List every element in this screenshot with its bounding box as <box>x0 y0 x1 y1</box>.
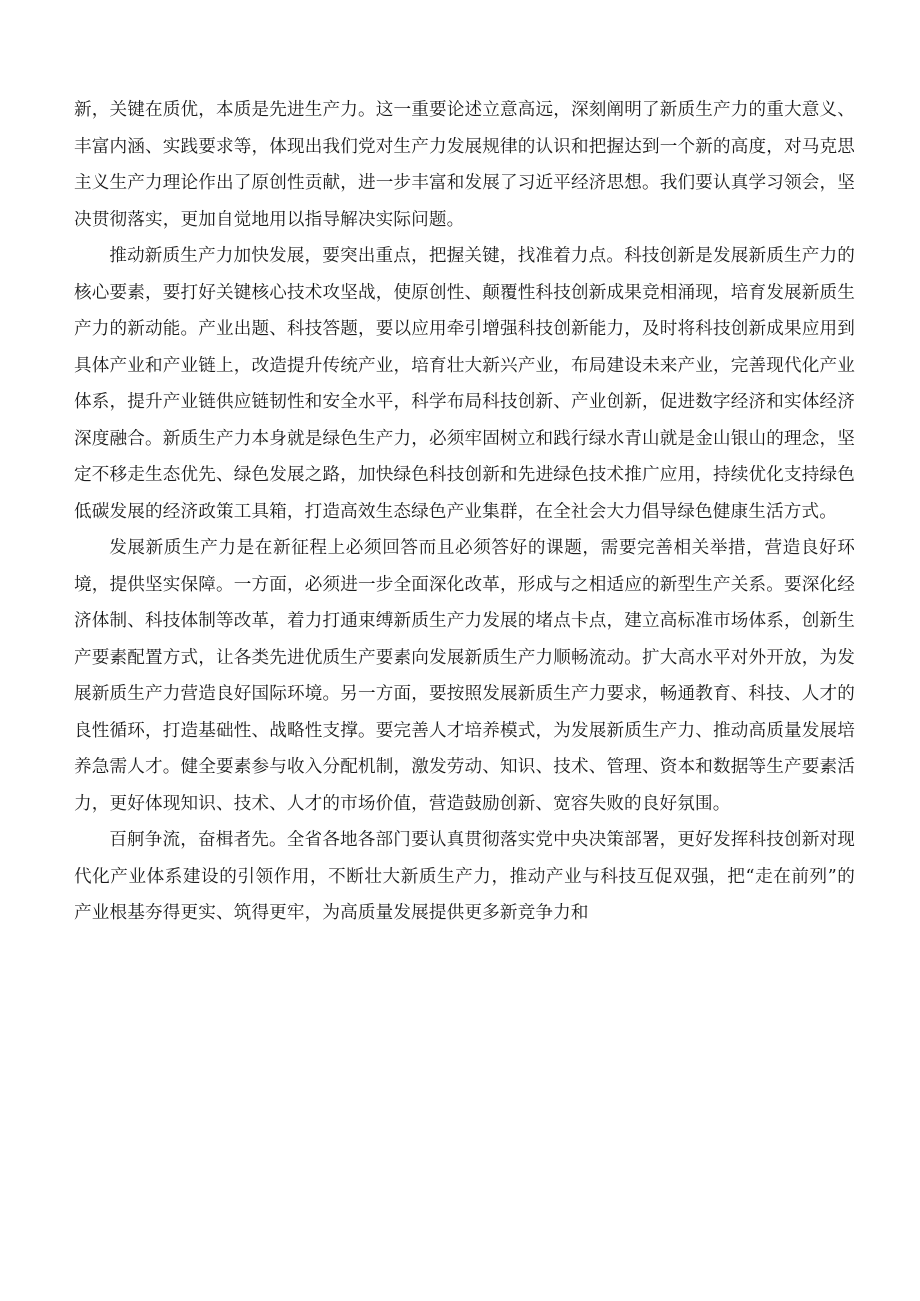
paragraph-2: 推动新质生产力加快发展，要突出重点，把握关键，找准着力点。科技创新是发展新质生产力的核心要素，要打好关键核心技术攻坚战，使原创性、颠覆性科技创新成果竞相涌现，培育发展新质生产力的新动能。产业出题、科技答题，要以应用牵引增强科技创新能力，及时将科技创新成果应用到具体产业和产业链上，改造提升传统产业，培育壮大新兴产业，布局建设未来产业，完善现代化产业体系，提升产业链供应链韧性和安全水平，科学布局科技创新、产业创新，促进数字经济和实体经济深度融合。新质生产力本身就是绿色生产力，必须牢固树立和践行绿水青山就是金山银山的理念，坚定不移走生态优先、绿色发展之路，加快绿色科技创新和先进绿色技术推广应用，持续优化支持绿色低碳发展的经济政策工具箱，打造高效生态绿色产业集群，在全社会大力倡导绿色健康生活方式。 <box>74 246 855 522</box>
document-page <box>74 92 855 932</box>
paragraph-1: 新，关键在质优，本质是先进生产力。这一重要论述立意高远，深刻阐明了新质生产力的重大意义、丰富内涵、实践要求等，体现出我们党对生产力发展规律的认识和把握达到一个新的高度，对马克思主义生产力理论作出了原创性贡献，进一步丰富和发展了习近平经济思想。我们要认真学习领会，坚决贯彻落实，更加自觉地用以指导解决实际问题。 <box>74 100 855 230</box>
paragraph-4: 百舸争流，奋楫者先。全省各地各部门要认真贯彻落实党中央决策部署，更好发挥科技创新对现代化产业体系建设的引领作用，不断壮大新质生产力，推动产业与科技互促双强，把“走在前列”的产业根基夯得更实、筑得更牢，为高质量发展提供更多新竞争力和 <box>74 830 855 923</box>
paragraph-3: 发展新质生产力是在新征程上必须回答而且必须答好的课题，需要完善相关举措，营造良好环境，提供坚实保障。一方面，必须进一步全面深化改革，形成与之相适应的新型生产关系。要深化经济体制、科技体制等改革，着力打通束缚新质生产力发展的堵点卡点，建立高标准市场体系，创新生产要素配置方式，让各类先进优质生产要素向发展新质生产力顺畅流动。扩大高水平对外开放，为发展新质生产力营造良好国际环境。另一方面，要按照发展新质生产力要求，畅通教育、科技、人才的良性循环，打造基础性、战略性支撑。要完善人才培养模式，为发展新质生产力、推动高质量发展培养急需人才。健全要素参与收入分配机制，激发劳动、知识、技术、管理、资本和数据等生产要素活力，更好体现知识、技术、人才的市场价值，营造鼓励创新、宽容失败的良好氛围。 <box>74 538 855 814</box>
